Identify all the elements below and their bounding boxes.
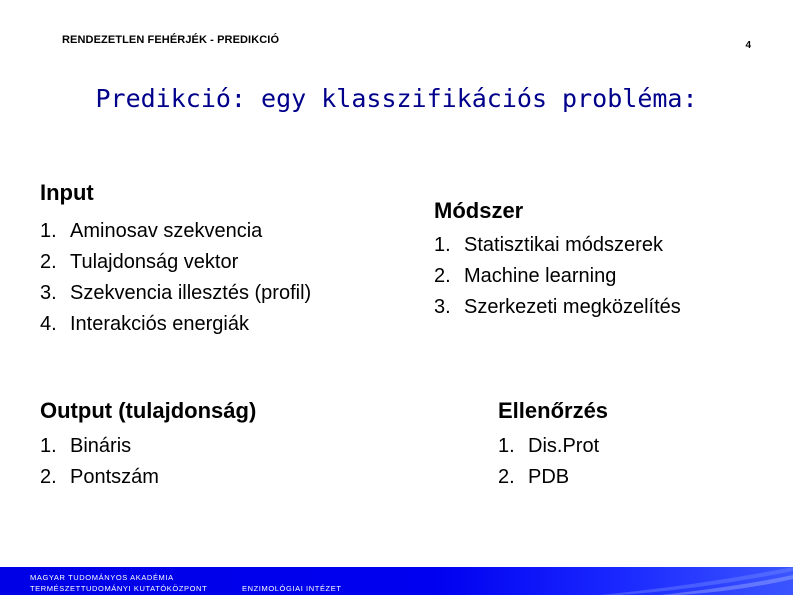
list-item <box>40 431 159 462</box>
list-item-number: 2. <box>498 466 515 488</box>
list-item-number: 2. <box>40 466 57 488</box>
list-item-number: 1. <box>498 435 515 457</box>
method-list <box>434 230 681 323</box>
list-item-text: Interakciós energiák <box>70 313 249 335</box>
list-item-number: 2. <box>40 251 57 273</box>
verification-heading: Ellenőrzés <box>498 398 609 423</box>
output-list <box>40 431 159 493</box>
list-item-text: Pontszám <box>70 466 159 488</box>
page-number: 4 <box>745 40 751 51</box>
list-item <box>434 261 681 292</box>
list-item-number: 3. <box>434 296 451 318</box>
output-heading: Output (tulajdonság) <box>40 398 257 423</box>
list-item-text: Machine learning <box>464 265 617 287</box>
method-heading: Módszer <box>434 198 524 223</box>
list-item-number: 4. <box>40 313 57 335</box>
list-item <box>40 309 311 340</box>
list-item <box>40 462 159 493</box>
list-item <box>40 216 311 247</box>
list-item <box>40 278 311 309</box>
list-item-text: Statisztikai módszerek <box>464 234 663 256</box>
list-item <box>434 292 681 323</box>
list-item-text: PDB <box>528 466 570 488</box>
header-label: RENDEZETLEN FEHÉRJÉK - PREDIKCIÓ <box>62 34 280 46</box>
list-item-text: Szekvencia illesztés (profil) <box>70 282 312 304</box>
footer-research-center: TERMÉSZETTUDOMÁNYI KUTATÓKÖZPONT <box>30 584 208 593</box>
footer-academy-name: MAGYAR TUDOMÁNYOS AKADÉMIA <box>30 573 174 582</box>
list-item-number: 2. <box>434 265 451 287</box>
list-item-text: Tulajdonság vektor <box>70 251 239 273</box>
list-item <box>498 431 599 462</box>
list-item-text: Aminosav szekvencia <box>70 220 263 242</box>
input-list <box>40 216 311 340</box>
footer-institute: ENZIMOLÓGIAI INTÉZET <box>242 584 342 593</box>
footer-bar <box>0 567 793 595</box>
list-item-text: Szerkezeti megközelítés <box>464 296 681 318</box>
verification-list <box>498 431 599 493</box>
list-item-number: 1. <box>434 234 451 256</box>
list-item-text: Dis.Prot <box>528 435 600 457</box>
list-item <box>40 247 311 278</box>
list-item <box>498 462 599 493</box>
list-item-number: 1. <box>40 435 57 457</box>
list-item-number: 3. <box>40 282 57 304</box>
list-item <box>434 230 681 261</box>
slide-title: Predikció: egy klasszifikációs probléma: <box>95 84 698 113</box>
list-item-text: Bináris <box>70 435 132 457</box>
list-item-number: 1. <box>40 220 57 242</box>
input-heading: Input <box>40 180 94 205</box>
